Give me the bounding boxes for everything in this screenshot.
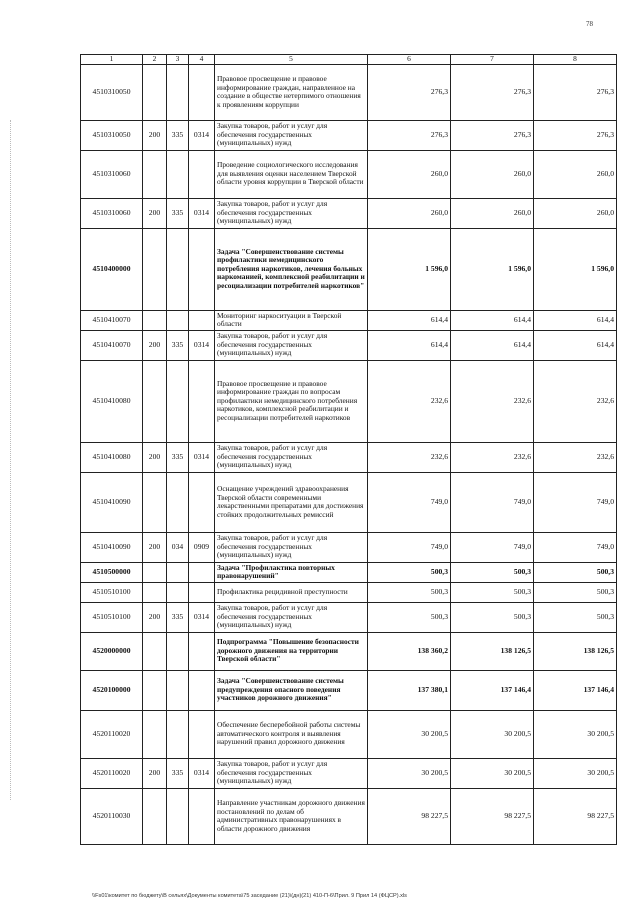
table-row <box>81 150 617 198</box>
description-cell: Оснащение учреждений здравоохранения Тверской области современными лекарственными препаратами для достижения стойких продолжительных ремиссий <box>215 472 368 532</box>
section-cell: 0314 <box>189 758 215 788</box>
administrator-cell: 335 <box>167 120 189 150</box>
amount-year1-cell: 1 596,0 <box>368 228 451 310</box>
expense-type-cell: 200 <box>143 198 167 228</box>
administrator-cell: 034 <box>167 532 189 562</box>
section-cell <box>189 670 215 710</box>
amount-year2-cell: 98 227,5 <box>451 788 534 844</box>
amount-year3-cell: 749,0 <box>534 532 617 562</box>
column-header: 2 <box>143 55 167 65</box>
table-row <box>81 120 617 150</box>
budget-code-cell: 4520110030 <box>81 788 143 844</box>
administrator-cell: 335 <box>167 442 189 472</box>
amount-year1-cell: 138 360,2 <box>368 632 451 670</box>
administrator-cell: 335 <box>167 330 189 360</box>
description-cell: Закупка товаров, работ и услуг для обеспечения государственных (муниципальных) нужд <box>215 532 368 562</box>
amount-year1-cell: 276,3 <box>368 120 451 150</box>
column-header: 4 <box>189 55 215 65</box>
budget-code-cell: 4520100000 <box>81 670 143 710</box>
description-cell: Подпрограмма "Повышение безопасности дорожного движения на территории Тверской области" <box>215 632 368 670</box>
description-cell: Профилактика рецидивной преступности <box>215 582 368 602</box>
column-number-row <box>81 55 617 65</box>
amount-year1-cell: 30 200,5 <box>368 710 451 758</box>
table-row <box>81 198 617 228</box>
expense-type-cell <box>143 562 167 582</box>
section-cell <box>189 150 215 198</box>
amount-year3-cell: 500,3 <box>534 582 617 602</box>
section-cell: 0314 <box>189 330 215 360</box>
budget-code-cell: 4510310050 <box>81 64 143 120</box>
budget-code-cell: 4510410070 <box>81 330 143 360</box>
binding-margin-marks <box>10 120 13 800</box>
table-row <box>81 562 617 582</box>
administrator-cell <box>167 228 189 310</box>
expense-type-cell <box>143 582 167 602</box>
column-header: 6 <box>368 55 451 65</box>
description-cell: Закупка товаров, работ и услуг для обеспечения государственных (муниципальных) нужд <box>215 442 368 472</box>
budget-code-cell: 4520110020 <box>81 758 143 788</box>
administrator-cell <box>167 150 189 198</box>
budget-code-cell: 4510510100 <box>81 582 143 602</box>
amount-year1-cell: 232,6 <box>368 442 451 472</box>
table-row <box>81 64 617 120</box>
amount-year2-cell: 30 200,5 <box>451 758 534 788</box>
budget-code-cell: 4510410070 <box>81 310 143 330</box>
amount-year3-cell: 232,6 <box>534 360 617 442</box>
description-cell: Обеспечение бесперебойной работы системы автоматического контроля и выявления нарушений правил дорожного движения <box>215 710 368 758</box>
table-row <box>81 670 617 710</box>
administrator-cell <box>167 788 189 844</box>
amount-year1-cell: 260,0 <box>368 150 451 198</box>
section-cell: 0314 <box>189 442 215 472</box>
amount-year3-cell: 137 146,4 <box>534 670 617 710</box>
expense-type-cell: 200 <box>143 758 167 788</box>
section-cell <box>189 788 215 844</box>
expense-type-cell <box>143 472 167 532</box>
table-row <box>81 472 617 532</box>
administrator-cell <box>167 562 189 582</box>
amount-year1-cell: 614,4 <box>368 330 451 360</box>
section-cell <box>189 582 215 602</box>
table-row <box>81 788 617 844</box>
section-cell <box>189 472 215 532</box>
description-cell: Правовое просвещение и правовое информирование граждан по вопросам профилактики немедицинского потребления наркотиков, комплексной реабилитации и ресоциализации потребителей наркотиков <box>215 360 368 442</box>
amount-year3-cell: 276,3 <box>534 64 617 120</box>
budget-code-cell: 4510400000 <box>81 228 143 310</box>
amount-year3-cell: 260,0 <box>534 198 617 228</box>
budget-code-cell: 4520110020 <box>81 710 143 758</box>
table-row <box>81 602 617 632</box>
administrator-cell: 335 <box>167 758 189 788</box>
budget-code-cell: 4510410090 <box>81 532 143 562</box>
table-row <box>81 442 617 472</box>
amount-year2-cell: 260,0 <box>451 198 534 228</box>
column-header: 5 <box>215 55 368 65</box>
table-row <box>81 632 617 670</box>
section-cell: 0909 <box>189 532 215 562</box>
expense-type-cell: 200 <box>143 532 167 562</box>
amount-year2-cell: 500,3 <box>451 582 534 602</box>
expense-type-cell: 200 <box>143 442 167 472</box>
table-row <box>81 228 617 310</box>
table-row <box>81 758 617 788</box>
amount-year3-cell: 232,6 <box>534 442 617 472</box>
amount-year3-cell: 260,0 <box>534 150 617 198</box>
description-cell: Закупка товаров, работ и услуг для обеспечения государственных (муниципальных) нужд <box>215 120 368 150</box>
amount-year2-cell: 1 596,0 <box>451 228 534 310</box>
description-cell: Правовое просвещение и правовое информирование граждан, направленное на создание в обществе нетерпимого отношения к проявлениям коррупции <box>215 64 368 120</box>
budget-code-cell: 4520000000 <box>81 632 143 670</box>
amount-year2-cell: 500,3 <box>451 562 534 582</box>
amount-year2-cell: 30 200,5 <box>451 710 534 758</box>
amount-year3-cell: 614,4 <box>534 310 617 330</box>
amount-year2-cell: 749,0 <box>451 472 534 532</box>
budget-code-cell: 4510410090 <box>81 472 143 532</box>
budget-code-cell: 4510410080 <box>81 442 143 472</box>
table-row <box>81 710 617 758</box>
amount-year2-cell: 749,0 <box>451 532 534 562</box>
administrator-cell <box>167 582 189 602</box>
expense-type-cell <box>143 310 167 330</box>
amount-year1-cell: 260,0 <box>368 198 451 228</box>
expense-type-cell: 200 <box>143 330 167 360</box>
amount-year1-cell: 614,4 <box>368 310 451 330</box>
description-cell: Направление участникам дорожного движения постановлений по делам об административных правонарушениях в области дорожного движения <box>215 788 368 844</box>
expense-type-cell <box>143 788 167 844</box>
amount-year1-cell: 276,3 <box>368 64 451 120</box>
budget-table <box>80 54 617 845</box>
amount-year1-cell: 749,0 <box>368 532 451 562</box>
table-row <box>81 360 617 442</box>
amount-year3-cell: 500,3 <box>534 562 617 582</box>
amount-year2-cell: 232,6 <box>451 442 534 472</box>
amount-year3-cell: 500,3 <box>534 602 617 632</box>
table-row <box>81 532 617 562</box>
administrator-cell <box>167 632 189 670</box>
description-cell: Проведение социологического исследования для выявления оценки населением Тверской области уровня коррупции в Тверской области <box>215 150 368 198</box>
section-cell <box>189 228 215 310</box>
description-cell: Задача "Совершенствование системы предупреждения опасного поведения участников дорожного движения" <box>215 670 368 710</box>
administrator-cell <box>167 670 189 710</box>
administrator-cell: 335 <box>167 198 189 228</box>
amount-year1-cell: 500,3 <box>368 582 451 602</box>
description-cell: Мониторинг наркоситуации в Тверской области <box>215 310 368 330</box>
amount-year3-cell: 749,0 <box>534 472 617 532</box>
amount-year1-cell: 98 227,5 <box>368 788 451 844</box>
column-header: 7 <box>451 55 534 65</box>
section-cell: 0314 <box>189 198 215 228</box>
description-cell: Закупка товаров, работ и услуг для обеспечения государственных (муниципальных) нужд <box>215 198 368 228</box>
administrator-cell <box>167 360 189 442</box>
expense-type-cell <box>143 670 167 710</box>
amount-year1-cell: 137 380,1 <box>368 670 451 710</box>
expense-type-cell: 200 <box>143 120 167 150</box>
amount-year2-cell: 232,6 <box>451 360 534 442</box>
budget-code-cell: 4510410080 <box>81 360 143 442</box>
section-cell <box>189 710 215 758</box>
section-cell <box>189 310 215 330</box>
amount-year3-cell: 98 227,5 <box>534 788 617 844</box>
expense-type-cell: 200 <box>143 602 167 632</box>
table-row <box>81 310 617 330</box>
expense-type-cell <box>143 360 167 442</box>
amount-year2-cell: 138 126,5 <box>451 632 534 670</box>
expense-type-cell <box>143 64 167 120</box>
amount-year3-cell: 138 126,5 <box>534 632 617 670</box>
amount-year1-cell: 500,3 <box>368 602 451 632</box>
administrator-cell <box>167 64 189 120</box>
amount-year2-cell: 614,4 <box>451 330 534 360</box>
administrator-cell <box>167 310 189 330</box>
section-cell <box>189 632 215 670</box>
budget-code-cell: 4510500000 <box>81 562 143 582</box>
table-row <box>81 582 617 602</box>
amount-year3-cell: 30 200,5 <box>534 758 617 788</box>
column-header: 3 <box>167 55 189 65</box>
expense-type-cell <box>143 632 167 670</box>
amount-year2-cell: 137 146,4 <box>451 670 534 710</box>
description-cell: Закупка товаров, работ и услуг для обеспечения государственных (муниципальных) нужд <box>215 602 368 632</box>
budget-code-cell: 4510310060 <box>81 198 143 228</box>
section-cell: 0314 <box>189 120 215 150</box>
amount-year2-cell: 614,4 <box>451 310 534 330</box>
expense-type-cell <box>143 228 167 310</box>
amount-year3-cell: 30 200,5 <box>534 710 617 758</box>
table-row <box>81 330 617 360</box>
amount-year2-cell: 276,3 <box>451 64 534 120</box>
column-header: 1 <box>81 55 143 65</box>
description-cell: Задача "Совершенствование системы профилактики немедицинского потребления наркотиков, лечения больных наркоманией, комплексной реабилитации и ресоциализации потребителей наркотиков" <box>215 228 368 310</box>
expense-type-cell <box>143 150 167 198</box>
amount-year2-cell: 260,0 <box>451 150 534 198</box>
administrator-cell: 335 <box>167 602 189 632</box>
administrator-cell <box>167 710 189 758</box>
amount-year1-cell: 500,3 <box>368 562 451 582</box>
section-cell <box>189 64 215 120</box>
section-cell <box>189 562 215 582</box>
expense-type-cell <box>143 710 167 758</box>
amount-year3-cell: 276,3 <box>534 120 617 150</box>
budget-code-cell: 4510310050 <box>81 120 143 150</box>
budget-code-cell: 4510510100 <box>81 602 143 632</box>
budget-code-cell: 4510310060 <box>81 150 143 198</box>
column-header: 8 <box>534 55 617 65</box>
amount-year3-cell: 1 596,0 <box>534 228 617 310</box>
amount-year2-cell: 500,3 <box>451 602 534 632</box>
section-cell <box>189 360 215 442</box>
description-cell: Закупка товаров, работ и услуг для обеспечения государственных (муниципальных) нужд <box>215 758 368 788</box>
page-number: 78 <box>586 20 593 28</box>
amount-year2-cell: 276,3 <box>451 120 534 150</box>
description-cell: Задача "Профилактика повторных правонарушений" <box>215 562 368 582</box>
amount-year1-cell: 232,6 <box>368 360 451 442</box>
amount-year3-cell: 614,4 <box>534 330 617 360</box>
section-cell: 0314 <box>189 602 215 632</box>
administrator-cell <box>167 472 189 532</box>
amount-year1-cell: 749,0 <box>368 472 451 532</box>
description-cell: Закупка товаров, работ и услуг для обеспечения государственных (муниципальных) нужд <box>215 330 368 360</box>
amount-year1-cell: 30 200,5 <box>368 758 451 788</box>
footer-file-path: \\Fs01\комитет по бюджету\В сельях\Документы комитета\75 заседание (21)\(дн)(21) 410-П-6\Прил. 9 Прил 14 (ФЦСР).xls <box>92 893 407 899</box>
